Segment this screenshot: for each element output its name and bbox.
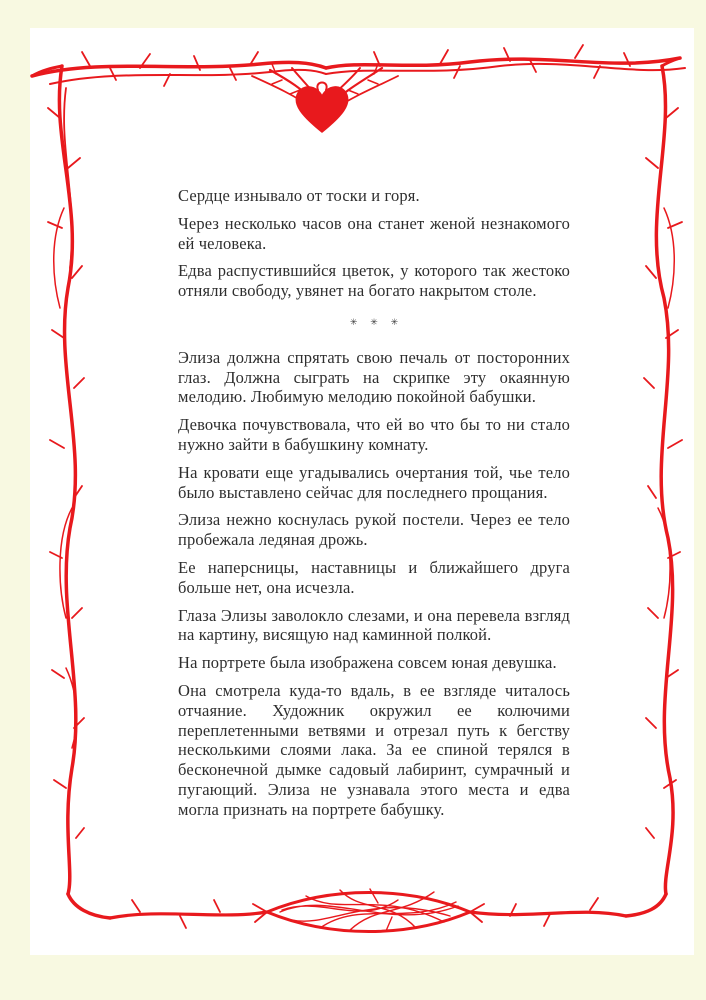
right-vine-icon (626, 58, 682, 916)
section-after-separator (178, 348, 570, 820)
paragraph: Элиза нежно коснулась рукой постели. Через ее тело пробежала ледяная дрожь. (178, 510, 570, 550)
paragraph: Через несколько часов она станет женой незнакомого ей человека. (178, 213, 570, 253)
paragraph: Ее наперсницы, наставницы и ближайшего друга больше нет, она исчезла. (178, 557, 570, 597)
paragraph: Девочка почувствовала, что ей во что бы то ни стало нужно зайти в бабушкину комнату. (178, 415, 570, 454)
section-separator: ✳ ✳ ✳ (349, 317, 404, 328)
paragraph: Элиза должна спрятать свою печаль от посторонних глаз. Должна сыграть на скрипке эту окаянную мелодию. Любимую мелодию покойной бабушки. (178, 347, 570, 407)
paragraph: Глаза Элизы заволокло слезами, и она перевела взгляд на картину, висящую над каминной полкой. (178, 605, 570, 645)
paragraph: Сердце изнывало от тоски и горя. (178, 186, 420, 205)
section-before-separator (178, 186, 570, 301)
paragraph: Она смотрела куда-то вдаль, в ее взгляде читалось отчаяние. Художник окружил ее колючими переплетенными ветвями и отрезал путь к бегству несколькими слоями лака. За ее спиной терялся в бесконечной дымке садовый лабиринт, сумрачный и пугающий. Элиза не узнавала этого места и едва могла признать на портрете бабушку. (178, 680, 570, 819)
top-vine-ornament-icon (32, 45, 685, 132)
left-vine-icon (32, 66, 110, 918)
text-column (178, 186, 570, 828)
paragraph: Едва распустившийся цветок, у которого так жестоко отняли свободу, увянет на богато накрытом столе. (178, 261, 570, 301)
book-page (30, 28, 694, 955)
bottom-nest-ornament-icon (110, 889, 626, 932)
heart-icon (296, 87, 347, 132)
paragraph: На кровати еще угадывались очертания той, чье тело было выставлено сейчас для последнего прощания. (178, 462, 570, 502)
paragraph: На портрете была изображена совсем юная девушка. (178, 653, 557, 673)
